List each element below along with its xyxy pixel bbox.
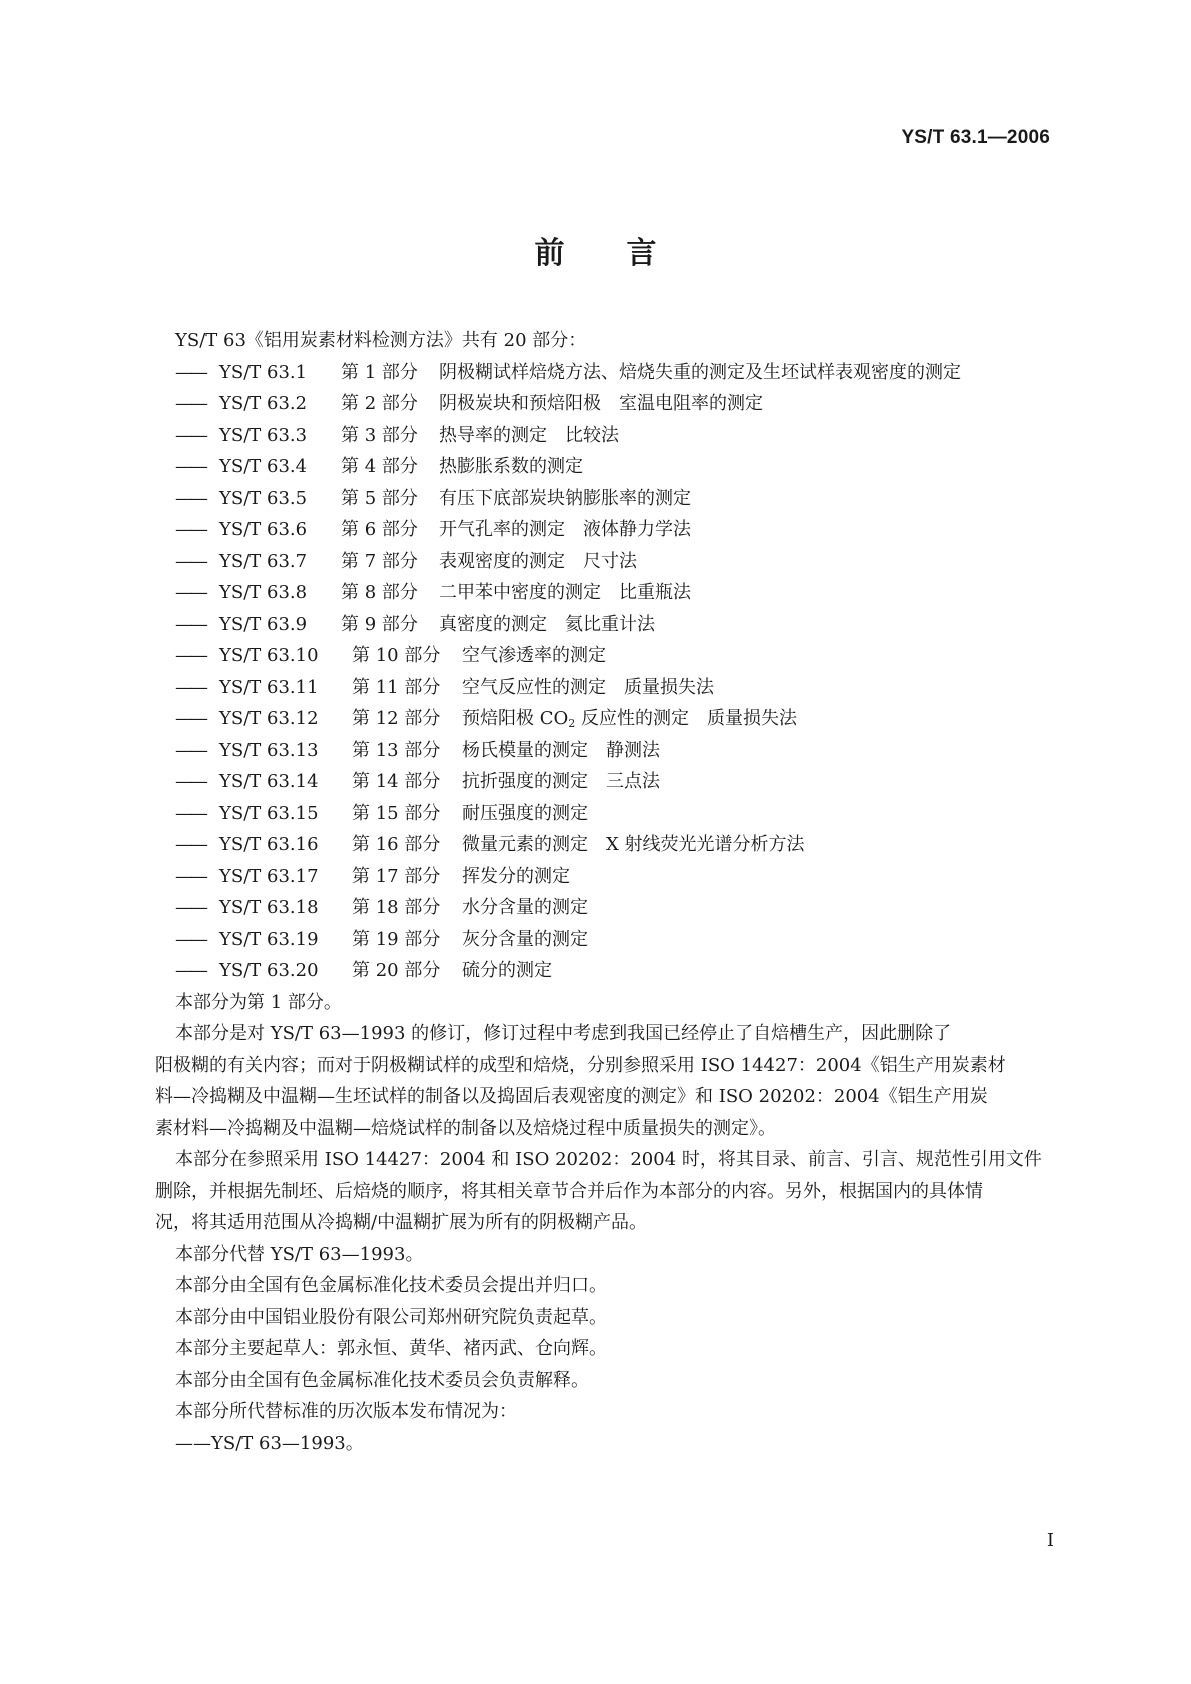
page-title: 前言 bbox=[534, 236, 719, 271]
list-item: —— YS/T 63.9 第 9 部分 真密度的测定 氦比重计法 bbox=[175, 613, 655, 635]
page-number: I bbox=[1046, 1530, 1054, 1551]
list-item: —— YS/T 63.6 第 6 部分 开气孔率的测定 液体静力学法 bbox=[175, 519, 691, 540]
list-item: —— YS/T 63.12 第 12 部分 预焙阳极 $CO_2$ 反应性的测定 质量损失法 bbox=[175, 708, 797, 730]
list-item: —— YS/T 63.8 第 8 部分 二甲苯中密度的测定 比重瓶法 bbox=[175, 582, 691, 603]
foreword-body bbox=[155, 325, 1057, 1459]
list-item: —— YS/T 63.14 第 14 部分 抗折强度的测定 三点法 bbox=[175, 771, 660, 792]
list-item: —— YS/T 63.2 第 2 部分 阴极炭块和预焙阳极 室温电阻率的测定 bbox=[175, 393, 763, 414]
parts-list bbox=[175, 357, 1057, 987]
standard-number: YS/T 63.1—2006 bbox=[901, 127, 1050, 148]
list-item: —— YS/T 63.19 第 19 部分 灰分含量的测定 bbox=[175, 928, 588, 950]
statement-drafters: 本部分主要起草人：郭永恒、黄华、褚丙武、仓向辉。 bbox=[175, 1338, 607, 1359]
list-item: —— YS/T 63.1 第 1 部分 阴极糊试样焙烧方法、焙烧失重的测定及生坯试样表观密度的测定 bbox=[175, 361, 961, 383]
reference-paragraph: 本部分在参照采用 ISO 14427：2004 和 ISO 20202：2004 时，将其目录、前言、引言、规范性引用文件 删除，并根据先制坯、后焙烧的顺序，将其相关章节合并后作为本部分的内容。另外，根据国内的具体情 况，将其适用范围从冷捣糊/中温糊扩展为所有的阴极糊产品。 bbox=[155, 1149, 1042, 1233]
list-item: —— YS/T 63.20 第 20 部分 硫分的测定 bbox=[175, 960, 552, 981]
list-item: —— YS/T 63.11 第 11 部分 空气反应性的测定 质量损失法 bbox=[175, 676, 714, 698]
list-item: —— YS/T 63.7 第 7 部分 表观密度的测定 尺寸法 bbox=[175, 550, 637, 572]
list-item: —— YS/T 63.10 第 10 部分 空气渗透率的测定 bbox=[175, 645, 606, 666]
statement-interpretation: 本部分由全国有色金属标准化技术委员会负责解释。 bbox=[175, 1369, 589, 1391]
intro-line: YS/T 63《铝用炭素材料检测方法》共有 20 部分： bbox=[175, 330, 587, 351]
statement-part: 本部分为第 1 部分。 bbox=[175, 991, 342, 1013]
list-item: —— YS/T 63.13 第 13 部分 杨氏模量的测定 静测法 bbox=[175, 739, 660, 761]
statement-drafted: 本部分由中国铝业股份有限公司郑州研究院负责起草。 bbox=[175, 1306, 607, 1328]
revision-paragraph: 本部分是对 YS/T 63—1993 的修订，修订过程中考虑到我国已经停止了自焙槽生产，因此删除了 阳极糊的有关内容；而对于阴极糊试样的成型和焙烧，分别参照采用 ISO 14427：2004《铝生产用炭素材 料—冷捣糊及中温糊—生坯试样的制备以及捣固后表观密度的测定》和 ISO 20202：2004《铝生产用炭 素材料—冷捣糊及中温糊—焙烧试样的制备以及焙烧过程中质量损失的测定》。 bbox=[155, 1023, 1006, 1139]
list-item: —— YS/T 63.17 第 17 部分 挥发分的测定 bbox=[175, 865, 570, 887]
list-item: —— YS/T 63.15 第 15 部分 耐压强度的测定 bbox=[175, 802, 588, 824]
list-item: —— YS/T 63.16 第 16 部分 微量元素的测定 X 射线荧光光谱分析方法 bbox=[175, 834, 805, 855]
subscript: 2 bbox=[568, 717, 576, 730]
statement-proposed: 本部分由全国有色金属标准化技术委员会提出并归口。 bbox=[175, 1275, 607, 1296]
list-item: —— YS/T 63.4 第 4 部分 热膨胀系数的测定 bbox=[175, 456, 583, 477]
statement-replaces: 本部分代替 YS/T 63—1993。 bbox=[175, 1243, 424, 1265]
list-item: —— YS/T 63.5 第 5 部分 有压下底部炭块钠膨胀率的测定 bbox=[175, 487, 691, 509]
history-item: ——YS/T 63—1993。 bbox=[175, 1432, 364, 1454]
statement-history: 本部分所代替标准的历次版本发布情况为： bbox=[175, 1401, 517, 1422]
list-item: —— YS/T 63.18 第 18 部分 水分含量的测定 bbox=[175, 897, 588, 918]
list-item: —— YS/T 63.3 第 3 部分 热导率的测定 比较法 bbox=[175, 424, 619, 446]
